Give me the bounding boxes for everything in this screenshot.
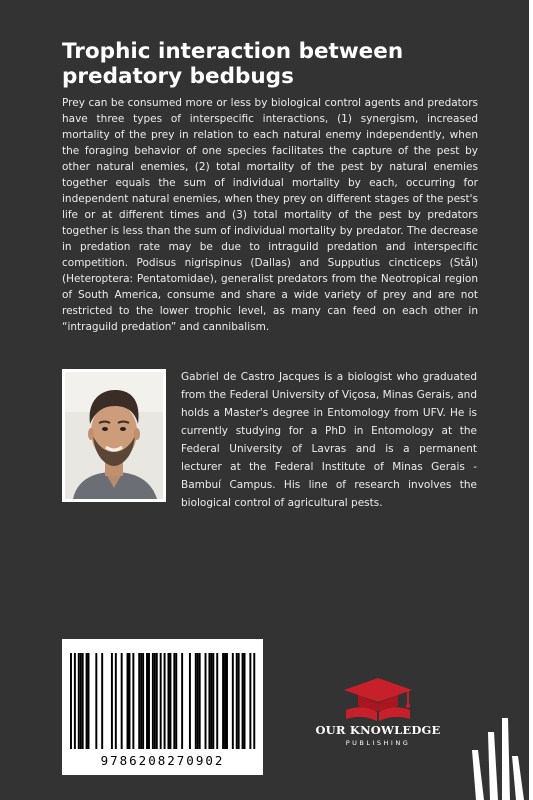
barcode-bar [152, 653, 154, 749]
graduation-cap-book-icon [338, 676, 418, 722]
barcode-bar [224, 653, 226, 749]
publisher-name: OUR KNOWLEDGE [315, 723, 441, 737]
barcode-bar [138, 653, 140, 749]
barcode-bar [199, 653, 201, 749]
barcode-bar [132, 653, 134, 749]
barcode-bars [62, 639, 263, 754]
barcode-bar [197, 653, 199, 749]
barcode-bar [238, 653, 240, 749]
barcode-bar [80, 653, 82, 749]
barcode-bar [175, 653, 177, 749]
barcode-bar [154, 653, 156, 749]
barcode-bar [160, 653, 162, 749]
barcode-bar [86, 653, 88, 749]
barcode-bar [88, 653, 90, 749]
barcode-bar [129, 653, 131, 749]
barcode-bar [208, 653, 210, 749]
barcode-bar [111, 653, 113, 749]
book-title: Trophic interaction between predatory bedbugs [62, 39, 404, 89]
barcode-bar [82, 653, 84, 749]
barcode-bar [212, 653, 214, 749]
barcode-bar [205, 653, 207, 749]
barcode-bar [156, 653, 158, 749]
barcode-bar [168, 653, 170, 749]
isbn-number: 9786208270902 [100, 753, 225, 768]
author-photo [62, 369, 166, 502]
barcode-bar [253, 653, 255, 749]
barcode-bar [189, 653, 191, 749]
barcode-bar [244, 653, 246, 749]
barcode-bar [164, 653, 166, 749]
barcode-bar [140, 653, 142, 749]
barcode-bar [148, 653, 150, 749]
barcode-bar [173, 653, 175, 749]
barcode-bar [74, 653, 76, 749]
barcode-bar [142, 653, 144, 749]
barcode-bar [216, 653, 218, 749]
barcode-bar [70, 653, 72, 749]
barcode-bar [169, 653, 171, 749]
barcode-bar [222, 653, 224, 749]
barcode-bar [181, 653, 183, 749]
barcode-bar [78, 653, 80, 749]
publisher-subtitle: PUBLISHING [345, 739, 411, 747]
book-description: Prey can be consumed more or less by biological control agents and predators have three types of interspecific interactions, (1) synergism, increased mortality of the prey in relation to each natural enemy independently, when the foraging behavior of one species facilitates the capture of the pest by other natural enemies, (2) total mortality of the pest by natural enemies together equals the sum of individual mortality by each, occurring for independent natural enemies, when they prey on different stages of the pest's life or at different times and (3) total mortality of the pest by predators together is less than the sum of individual mortality by predator. The decrease in predation rate may be due to intraguild predation and interspecific competition. Podisus nigrispinus (Dallas) and Supputius cincticeps (Stål) (Heteroptera: Pentatomidae), generalist predators from the Neotropical region of South America, consume and share a wide variety of prey and are not restricted to the lower trophic level, as many can feed on each other in “intraguild predation” and cannibalism. [62, 97, 478, 333]
barcode-bar [210, 653, 212, 749]
barcode-bar [195, 653, 197, 749]
barcode-bar [226, 653, 228, 749]
barcode-bar [101, 653, 103, 749]
barcode-bar [249, 653, 251, 749]
barcode-bar [95, 653, 97, 749]
barcode-bar [242, 653, 244, 749]
barcode-bar [115, 653, 117, 749]
cover-edge [529, 0, 531, 800]
barcode-bar [127, 653, 129, 749]
barcode-bar [232, 653, 234, 749]
barcode-bar [146, 653, 148, 749]
barcode-bar [121, 653, 123, 749]
author-bio: Gabriel de Castro Jacques is a biologist who graduated from the Federal University of Viçosa, Minas Gerais, and holds a Master's degree in Entomology from UFV. He is currently studying for a PhD in Entomology at the Federal University of Lavras and is a permanent lecturer at the Federal Institute of Minas Gerais - Bambuí Campus. His line of research involves the biological control of agricultural pests. [181, 371, 477, 509]
stacked-books-icon [466, 716, 530, 800]
isbn-barcode [62, 639, 263, 775]
barcode-bar [236, 653, 238, 749]
author-portrait [65, 372, 163, 499]
